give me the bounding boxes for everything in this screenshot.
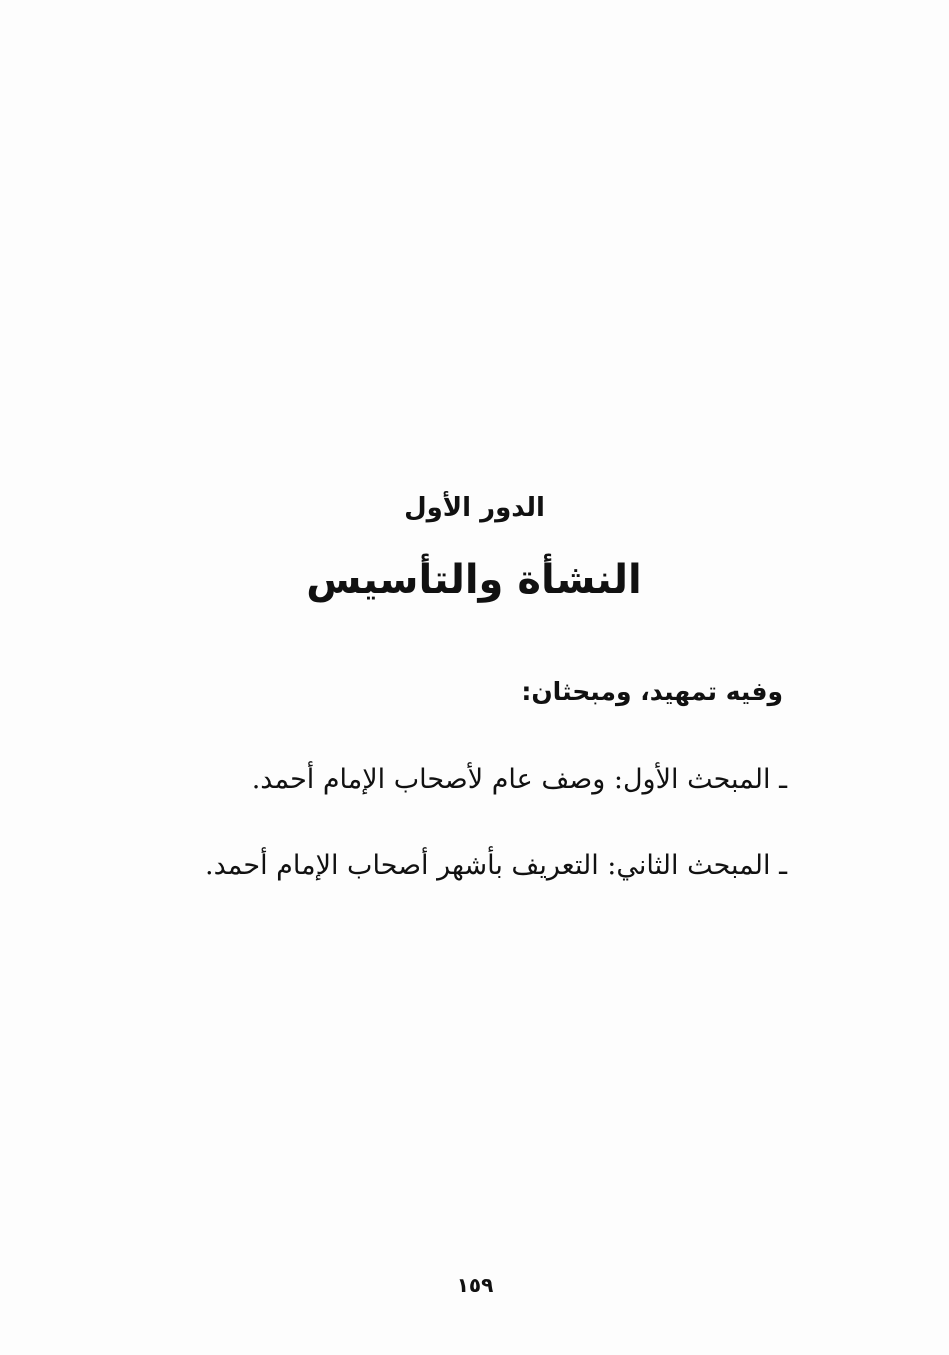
part-name-heading: النشأة والتأسيس <box>306 557 642 603</box>
section-item-1: ـ المبحث الأول: وصف عام لأصحاب الإمام أحمد. <box>251 764 787 795</box>
page-number: ١٥٩ <box>456 1273 494 1297</box>
part-title: الدور الأول <box>404 493 545 523</box>
section-item-2: ـ المبحث الثاني: التعريف بأشهر أصحاب الإمام أحمد. <box>205 850 787 881</box>
intro-line: وفيه تمهيد، ومبحثان: <box>521 677 783 706</box>
